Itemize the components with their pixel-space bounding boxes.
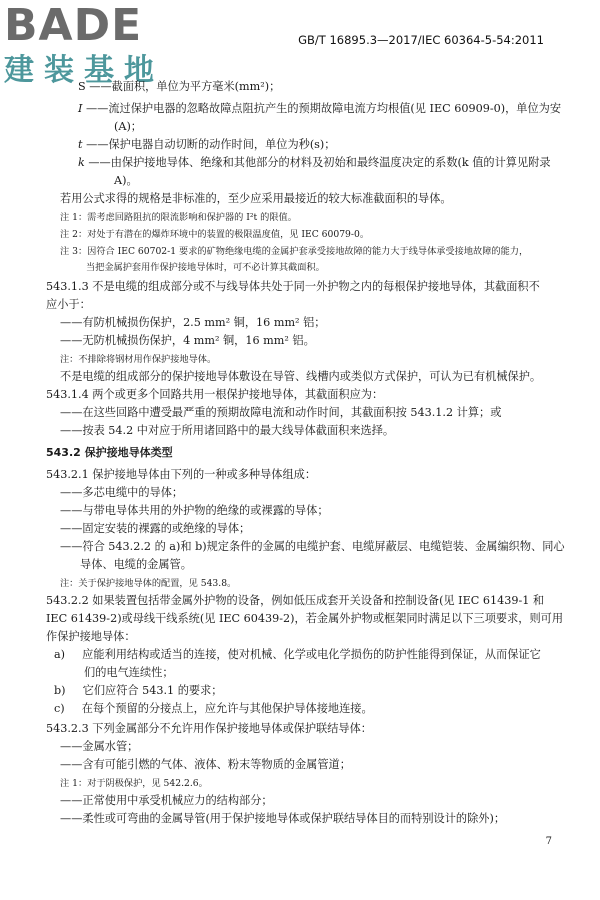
logo-latin-text: BADE [4, 0, 143, 51]
note-continuation: 当把金属护套用作保护接地导体时，可不必计算其截面积。 [86, 262, 325, 273]
clause-543-1-4: 543.1.4 两个或更多个回路共用一根保护接地导体，其截面积应为： [46, 388, 384, 401]
note: 注：关于保护接地导体的配置，见 543.8。 [60, 578, 237, 589]
definition-text: ——保护电器自动切断的动作时间，单位为秒(s)； [86, 138, 336, 151]
note: 注 1：需考虑回路阻抗的限流影响和保护器的 I²t 的限值。 [60, 212, 297, 223]
dash-item: ——正常使用中承受机械应力的结构部分； [60, 794, 273, 807]
list-marker: c) [54, 702, 65, 715]
list-item-continuation: 们的电气连续性； [84, 666, 174, 679]
definition-I [78, 102, 561, 116]
definition-text: ——由保护接地导体、绝缘和其他部分的材料及初始和最终温度决定的系数(k 值的计算见附录 [88, 156, 551, 169]
note: 注 3：因符合 IEC 60702-1 要求的矿物绝缘电缆的金属护套承受接地故障的能力大于线导体承受接地故障的能力， [60, 246, 529, 257]
note: 注：不排除将钢材用作保护接地导体。 [60, 354, 217, 365]
clause-continuation: 应小于： [46, 298, 91, 311]
dash-item: ——在这些回路中遭受最严重的预期故障电流和动作时间，其截面积按 543.1.2 计算；或 [60, 406, 502, 419]
list-marker: b) [54, 684, 66, 697]
dash-item: ——金属水管； [60, 740, 139, 753]
section-heading-543-2: 543.2 保护接地导体类型 [46, 446, 173, 459]
definition-k [78, 156, 551, 170]
definition-k-cont: A)。 [114, 174, 138, 187]
page-number: 7 [545, 836, 552, 847]
definition-S: S ——截面积，单位为平方毫米(mm²)； [78, 80, 281, 93]
paragraph: 不是电缆的组成部分的保护接地导体敷设在导管、线槽内或类似方式保护，可认为已有机械保护。 [60, 370, 542, 383]
definition-t [78, 138, 335, 152]
definition-text: ——流过保护电器的忽略故障点阻抗产生的预期故障电流方均根值(见 IEC 60909-0)，单位为安 [85, 102, 562, 115]
clause-543-2-3: 543.2.3 下列金属部分不允许用作保护接地导体或保护联结导体： [46, 722, 372, 735]
dash-item: ——含有可能引燃的气体、液体、粉末等物质的金属管道； [60, 758, 351, 771]
list-text: 在每个预留的分接点上，应允许与其他保护导体接地连接。 [81, 702, 373, 715]
dash-item: ——柔性或可弯曲的金属导管(用于保护接地导体或保护联结导体目的而特别设计的除外)； [60, 812, 506, 825]
definition-symbol: t [78, 138, 83, 151]
dash-item: ——与带电导体共用的外护物的绝缘的或裸露的导体； [60, 504, 329, 517]
list-item-c [54, 702, 373, 716]
note: 注 1：对于阴极保护，见 542.2.6。 [60, 778, 208, 789]
definition-symbol: k [78, 156, 85, 169]
clause-continuation: IEC 61439-2)或母线干线系统(见 IEC 60439-2)，若金属外护物或框架同时满足以下三项要求，则可用 [46, 612, 564, 625]
list-marker: a) [54, 648, 66, 661]
dash-item: ——多芯电缆中的导体； [60, 486, 184, 499]
dash-item: ——符合 543.2.2 的 a)和 b)规定条件的金属的电缆护套、电缆屏蔽层、电缆铠装、金属编织物、同心 [60, 540, 565, 553]
dash-item-continuation: 导体、电缆的金属管。 [80, 558, 192, 571]
dash-item: ——固定安装的裸露的或绝缘的导体； [60, 522, 251, 535]
list-item-a [54, 648, 541, 662]
clause-543-2-1: 543.2.1 保护接地导体由下列的一种或多种导体组成： [46, 468, 317, 481]
list-text: 它们应符合 543.1 的要求； [82, 684, 223, 697]
dash-item: ——无防机械损伤保护，4 mm² 铜，16 mm² 铝。 [60, 334, 315, 347]
standard-number: GB/T 16895.3—2017/IEC 60364-5-54:2011 [298, 33, 544, 47]
list-item-b [54, 684, 222, 698]
dash-item: ——有防机械损伤保护，2.5 mm² 铜，16 mm² 铝； [60, 316, 326, 329]
clause-543-2-2: 543.2.2 如果装置包括带金属外护物的设备，例如低压成套开关设备和控制设备(见 IEC 61439-1 和 [46, 594, 545, 607]
definition-symbol: I [78, 102, 83, 115]
clause-continuation: 作保护接地导体： [46, 630, 136, 643]
paragraph: 若用公式求得的规格是非标准的，至少应采用最接近的较大标准截面积的导体。 [60, 192, 452, 205]
clause-543-1-3: 543.1.3 不是电缆的组成部分或不与线导体共处于同一外护物之内的每根保护接地导体，其截面积不 [46, 280, 540, 293]
note: 注 2：对处于有潜在的爆炸环境中的装置的极限温度值，见 IEC 60079-0。 [60, 229, 370, 240]
dash-item: ——按表 54.2 中对应于所用诸回路中的最大线导体截面积来选择。 [60, 424, 395, 437]
list-text: 应能利用结构或适当的连接，使对机械、化学或电化学损伤的防护性能得到保证，从而保证它 [82, 648, 541, 661]
definition-I-cont: (A)； [114, 120, 142, 133]
logo-cjk-text: 建装基地 [4, 53, 164, 88]
